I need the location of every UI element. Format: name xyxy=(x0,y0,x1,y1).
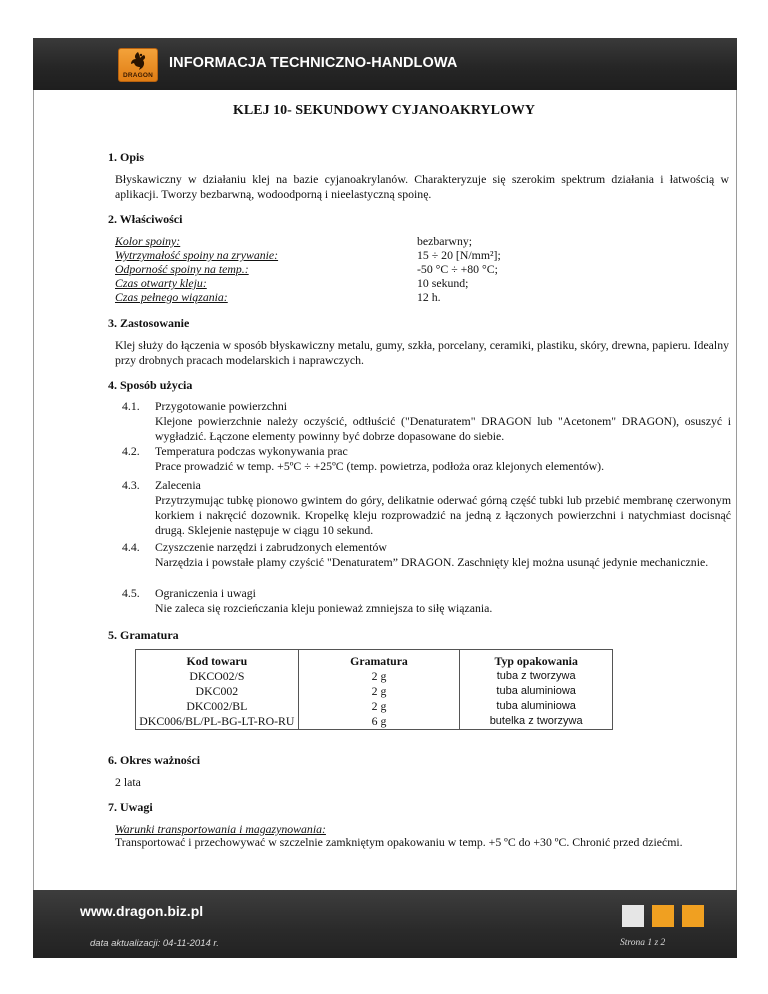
section-subtitle-uwagi: Warunki transportowania i magazynowania: xyxy=(115,822,326,836)
subsection-body: Przytrzymując tubkę pionowo gwintem do góry, delikatnie oderwać górną część tubki lub przebić membranę czerwonym korkiem i nakręcić dozownik. Kropelkę kleju rozprowadzić na jedną z łączonych powierzchni i natychmiast docisnąć drugą. Sklejenie następuje w ciągu 10 sekund. xyxy=(155,493,731,537)
section-heading-okres: 6. Okres ważności xyxy=(108,753,201,767)
subsection-number: 4.3. xyxy=(122,478,140,492)
table-column-typ xyxy=(460,650,613,730)
section-heading-zastosowanie: 3. Zastosowanie xyxy=(108,316,190,330)
section-text-uwagi: Transportować i przechowywać w szczelnie zamkniętym opakowaniu w temp. +5 ºC do +30 ºC. Chronić przed dziećmi. xyxy=(115,835,683,849)
subsection-body: Prace prowadzić w temp. +5ºC ÷ +25ºC (temp. powietrza, podłoża oraz klejonych elementów). xyxy=(155,459,605,473)
subsection-body: Nie zaleca się rozcieńczania kleju ponieważ zmniejsza to siłę wiązania. xyxy=(155,601,493,615)
table-cell: butelka z tworzywa xyxy=(489,715,583,727)
table-cell: DKC006/BL/PL-BG-LT-RO-RU xyxy=(139,714,295,728)
table-cell: DKC002 xyxy=(195,684,239,698)
subsection-title: Czyszczenie narzędzi i zabrudzonych elementów xyxy=(155,540,387,554)
table-column-gramatura xyxy=(298,650,460,730)
section-heading-wlasciwosci: 2. Właściwości xyxy=(108,212,183,226)
property-value: 12 h. xyxy=(417,290,441,304)
subsection-title: Ograniczenia i uwagi xyxy=(155,586,256,600)
table-cell: tuba aluminiowa xyxy=(496,700,576,712)
dragon-figure-icon xyxy=(127,51,149,71)
footer-page-number: Strona 1 z 2 xyxy=(620,938,666,948)
section-text-zastosowanie: Klej służy do łączenia w sposób błyskawiczny metalu, gumy, szkła, porcelany, ceramiki, plastiku, skóry, drewna, papieru. Idealny przy drobnych pracach modelarskich i naprawczych. xyxy=(115,338,729,367)
subsection-number: 4.4. xyxy=(122,540,140,554)
subsection-number: 4.2. xyxy=(122,444,140,458)
subsection-body: Narzędzia i powstałe plamy czyścić "Denaturatem” DRAGON. Zaschnięty klej można usunąć jedynie mechanicznie. xyxy=(155,555,709,569)
property-label: Odporność spoiny na temp.: xyxy=(115,262,249,276)
subsection xyxy=(122,444,731,474)
table-cell: DKCO02/S xyxy=(189,669,245,683)
table-column-kod xyxy=(136,650,299,730)
footer-update-date: data aktualizacji: 04-11-2014 r. xyxy=(90,938,219,949)
footer-square-light xyxy=(622,905,644,927)
section-text-okres: 2 lata xyxy=(115,775,141,789)
dragon-logo xyxy=(118,48,158,82)
section-heading-gramatura: 5. Gramatura xyxy=(108,628,179,642)
table-cell: 2 g xyxy=(371,669,387,683)
property-value: -50 °C ÷ +80 °C; xyxy=(417,262,498,276)
property-label: Kolor spoiny: xyxy=(115,234,181,248)
table-cell: tuba z tworzywa xyxy=(496,670,576,682)
subsection-title: Przygotowanie powierzchni xyxy=(155,399,288,413)
subsection xyxy=(122,586,731,616)
table-header-cell: Kod towaru xyxy=(186,654,248,668)
property-label: Wytrzymałość spoiny na zrywanie: xyxy=(115,248,279,262)
table-cell: 2 g xyxy=(371,699,387,713)
header-title: INFORMACJA TECHNICZNO-HANDLOWA xyxy=(169,55,458,71)
subsection-title: Zalecenia xyxy=(155,478,201,492)
table-cell: DKC002/BL xyxy=(186,699,248,713)
gramatura-table xyxy=(135,649,613,730)
subsection-number: 4.1. xyxy=(122,399,140,413)
property-label: Czas pełnego wiązania: xyxy=(115,290,228,304)
subsection-body: Klejone powierzchnie należy oczyścić, odtłuścić ("Denaturatem" DRAGON lub "Acetonem" DRAGON), osuszyć i wygładzić. Łączone elementy powinny być dobrze dopasowane do siebie. xyxy=(155,414,731,443)
document-title: KLEJ 10- SEKUNDOWY CYJANOAKRYLOWY xyxy=(233,103,535,118)
footer-square-orange xyxy=(652,905,674,927)
subsection-title: Temperatura podczas wykonywania prac xyxy=(155,444,348,458)
table-row xyxy=(136,650,613,730)
subsection xyxy=(122,478,731,538)
table-header-cell: Gramatura xyxy=(350,654,408,668)
footer-website-link[interactable]: www.dragon.biz.pl xyxy=(80,903,204,919)
subsection xyxy=(122,540,731,570)
footer-square-orange xyxy=(682,905,704,927)
table-cell: 6 g xyxy=(371,714,387,728)
table-header-cell: Typ opakowania xyxy=(494,654,578,668)
property-value: 15 ÷ 20 [N/mm²]; xyxy=(417,248,501,262)
table-cell: 2 g xyxy=(371,684,387,698)
property-value: bezbarwny; xyxy=(417,234,473,248)
section-text-opis: Błyskawiczny w działaniu klej na bazie cyjanoakrylanów. Charakteryzuje się szerokim spektrum działania i łatwością w aplikacji. Tworzy bezbarwną, wodoodporną i nieelastyczną spoinę. xyxy=(115,172,729,201)
section-heading-sposob: 4. Sposób użycia xyxy=(108,378,193,392)
section-heading-uwagi: 7. Uwagi xyxy=(108,800,153,814)
property-label: Czas otwarty kleju: xyxy=(115,276,207,290)
table-cell: tuba aluminiowa xyxy=(496,685,576,697)
section-heading-opis: 1. Opis xyxy=(108,150,145,164)
subsection xyxy=(122,399,731,444)
subsection-number: 4.5. xyxy=(122,586,140,600)
logo-text: DRAGON xyxy=(122,72,154,79)
property-value: 10 sekund; xyxy=(417,276,469,290)
